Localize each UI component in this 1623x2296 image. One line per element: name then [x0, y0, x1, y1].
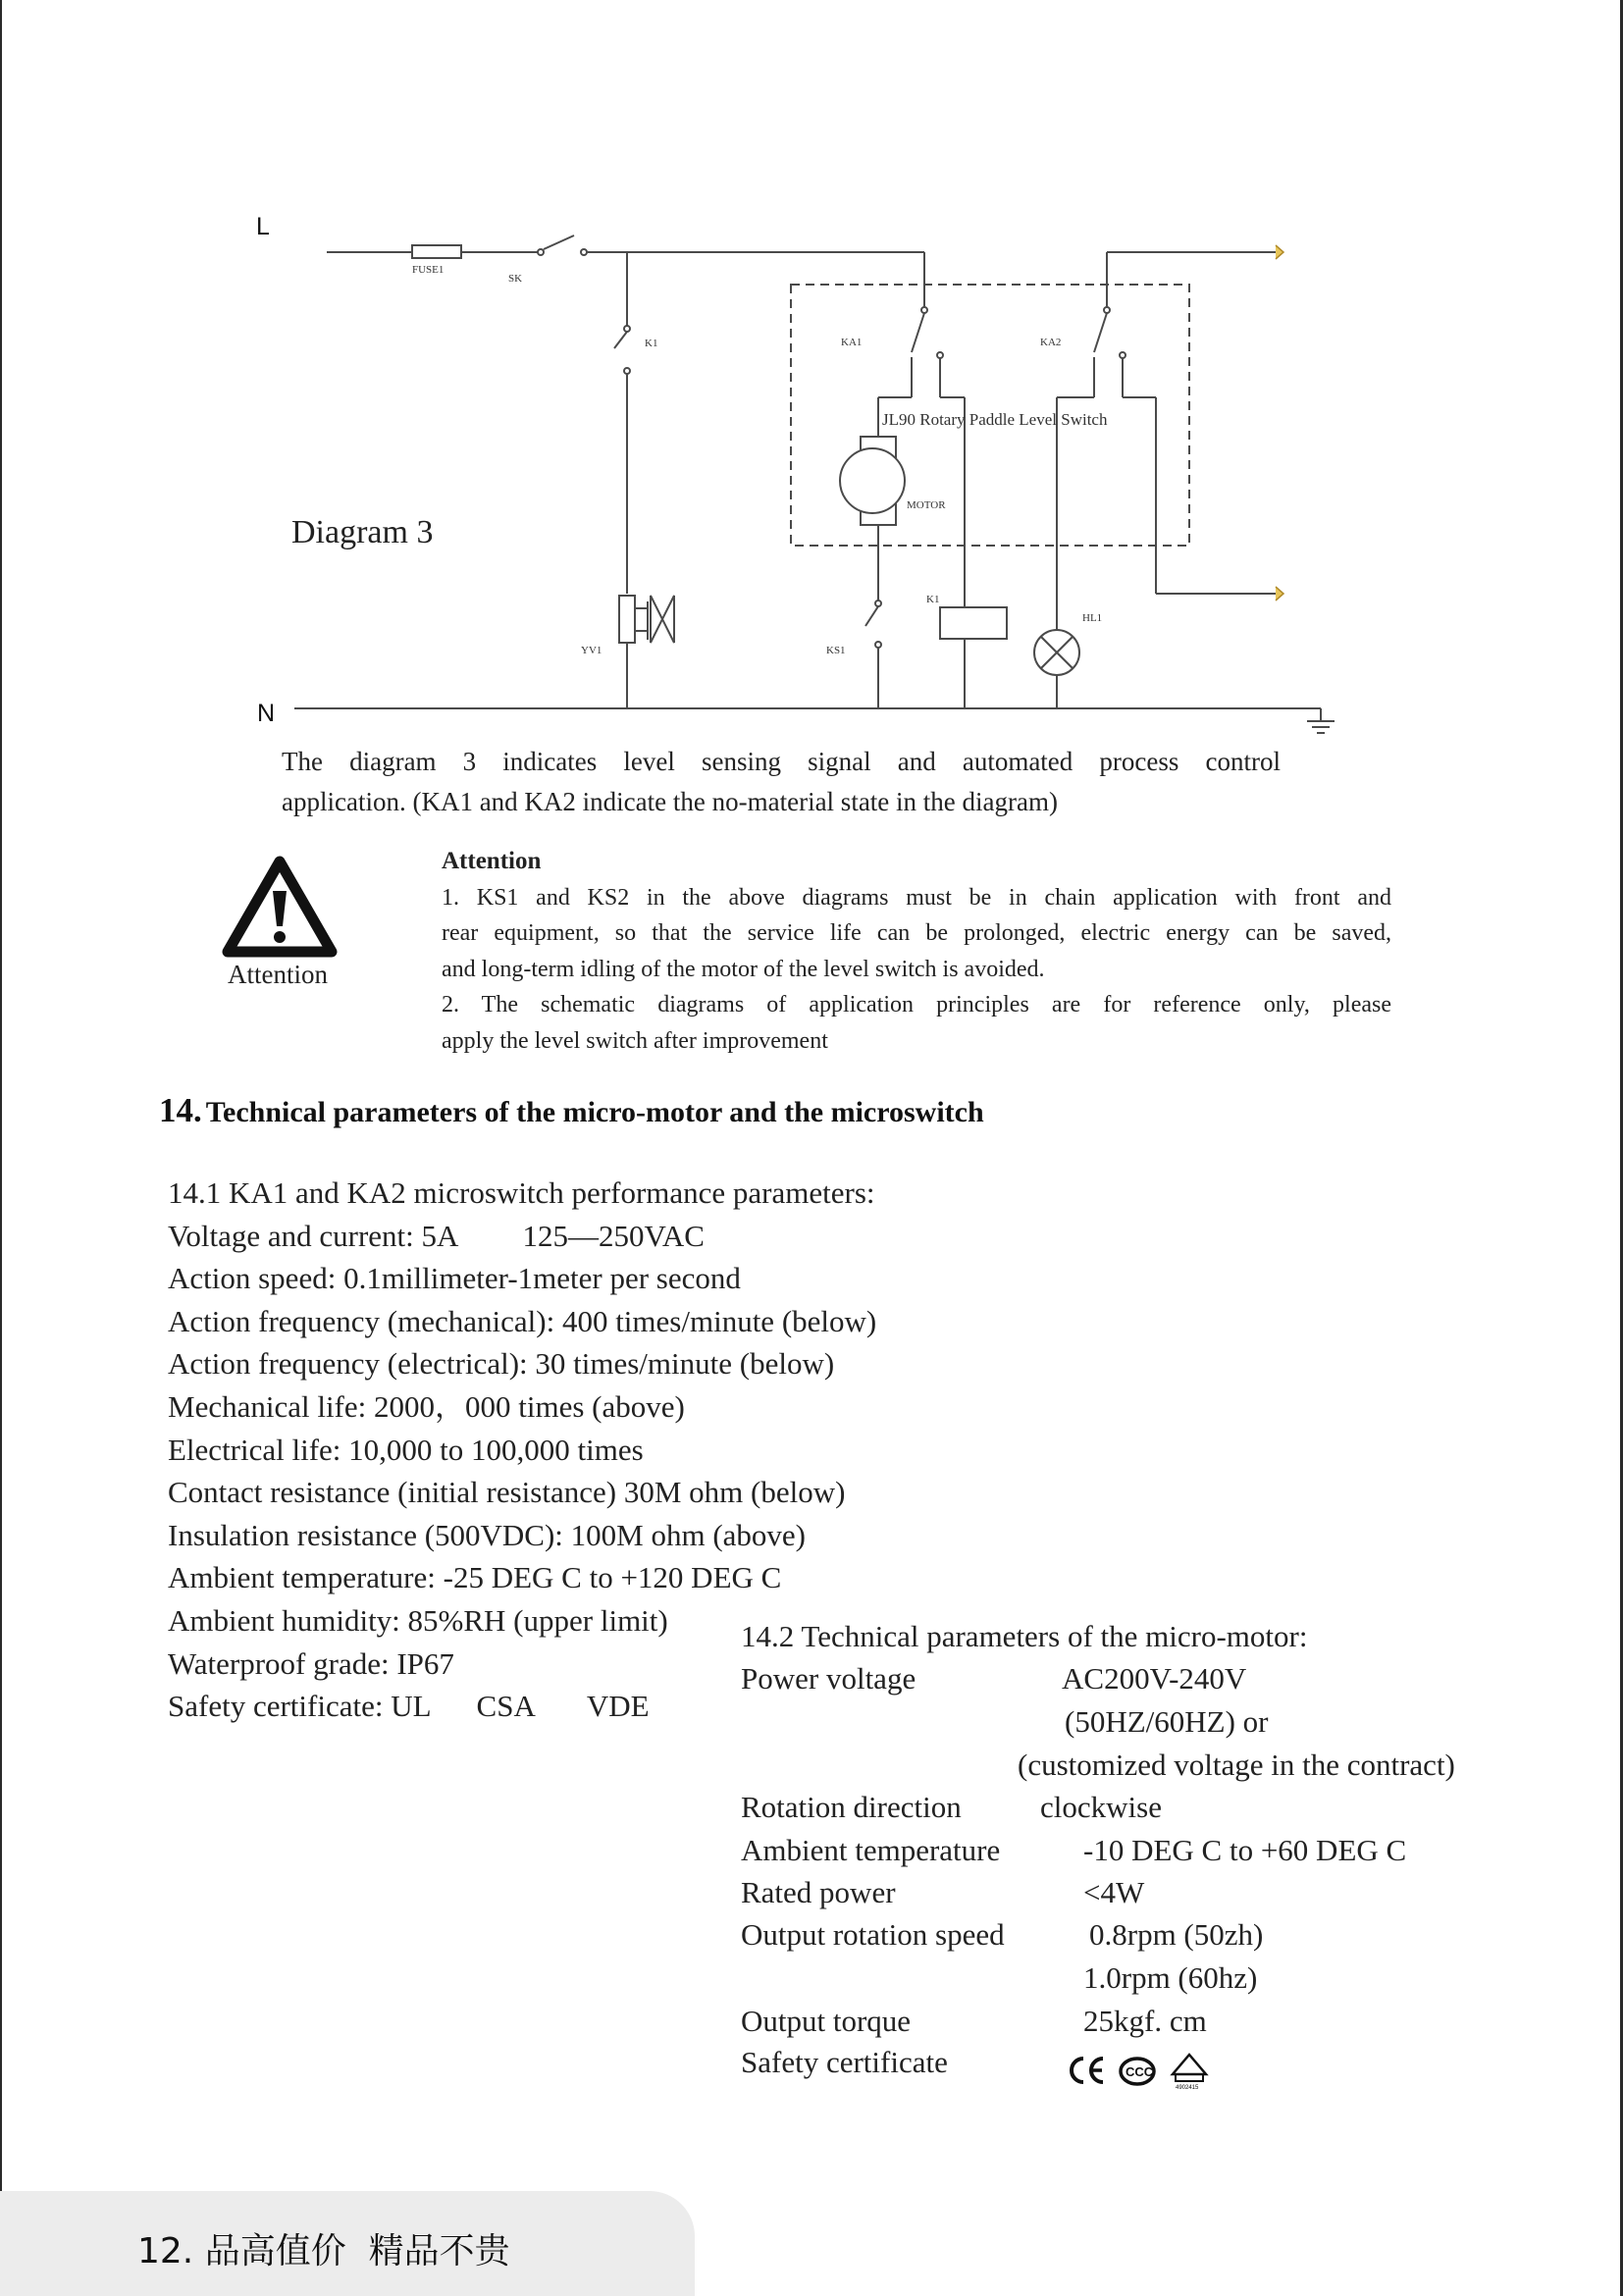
power-voltage-value: AC200V-240V [1062, 1661, 1247, 1696]
description-line-2: application. (KA1 and KA2 indicate the no-material state in the diagram) [282, 787, 1058, 816]
label-motor: MOTOR [907, 499, 946, 511]
warning-icon [222, 856, 338, 958]
torque-label: Output torque [741, 2004, 912, 2038]
label-sk: SK [508, 273, 523, 285]
spec-line: Mechanical life: 2000，000 times (above) [168, 1388, 685, 1424]
diagram-description [282, 742, 1281, 822]
voltage-value: 125—250VAC [522, 1218, 705, 1253]
rotation-value: clockwise [1040, 1790, 1162, 1824]
spec-line: Action frequency (electrical): 30 times/minute (below) [168, 1346, 835, 1382]
safety-cert-label: Safety certificate [741, 2045, 948, 2079]
label-ks1: KS1 [826, 645, 846, 656]
microswitch-title: 14.1 KA1 and KA2 microswitch performance parameters: [168, 1175, 875, 1210]
section-title: Technical parameters of the micro-motor and the microswitch [205, 1096, 984, 1128]
cert-csa: CSA [476, 1689, 536, 1724]
rotation-label: Rotation direction [741, 1790, 962, 1824]
spec-line: Electrical life: 10,000 to 100,000 times [168, 1432, 644, 1467]
label-hl1: HL1 [1082, 612, 1103, 624]
cert-vde: VDE [586, 1689, 650, 1724]
voltage-row [168, 1215, 876, 1258]
label-ka2: KA2 [1040, 337, 1062, 348]
power-voltage-label: Power voltage [741, 1661, 916, 1696]
svg-text:CCC: CCC [1126, 2064, 1154, 2079]
label-k1-contact: K1 [645, 338, 658, 349]
footer-slogan: 品高值价 精品不贵 [204, 2231, 510, 2271]
power-voltage-note: (customized voltage in the contract) [1018, 1748, 1455, 1782]
attention-line: apply the level switch after improvement [442, 1027, 828, 1054]
attention-line: 1. KS1 and KS2 in the above diagrams must be in chain application with front and [442, 884, 1391, 911]
spec-line: Action frequency (mechanical): 400 times/minute (below) [168, 1303, 877, 1338]
torque-value: 25kgf. cm [1083, 2004, 1207, 2038]
spec-line: Waterproof grade: IP67 [168, 1645, 454, 1681]
description-line-1: The diagram 3 indicates level sensing signal and automated process control [282, 747, 1281, 776]
speed-label: Output rotation speed [741, 1917, 1005, 1952]
voltage-label: Voltage and current: 5A [168, 1218, 459, 1253]
ce-mark-icon [1072, 2059, 1103, 2082]
section-number: 14. [159, 1091, 202, 1129]
rated-power-value: <4W [1083, 1875, 1145, 1909]
rated-power-label: Rated power [741, 1875, 896, 1909]
certification-marks [1064, 2051, 1221, 2090]
attention-block [442, 844, 1391, 1059]
rail-n-label: N [257, 700, 276, 727]
speed-value-60hz: 1.0rpm (60hz) [1083, 1960, 1258, 1995]
ambient-label: Ambient temperature [741, 1833, 1001, 1867]
ccc-mark-icon [1121, 2059, 1154, 2084]
attention-line: 2. The schematic diagrams of application principles are for reference only, please [442, 992, 1391, 1018]
ambient-value: -10 DEG C to +60 DEG C [1083, 1833, 1407, 1867]
label-ka1: KA1 [841, 337, 863, 348]
spec-line: Contact resistance (initial resistance) 30M ohm (below) [168, 1475, 846, 1510]
speed-value-50hz: 0.8rpm (50zh) [1089, 1917, 1264, 1952]
spec-line: Insulation resistance (500VDC): 100M ohm (above) [168, 1517, 807, 1552]
cert-number: 4902415 [1176, 2085, 1199, 2090]
attention-heading: Attention [442, 848, 542, 874]
tuv-mark-icon [1173, 2055, 1206, 2090]
label-yv1: YV1 [581, 645, 602, 656]
footer [137, 2223, 510, 2273]
attention-line: and long-term idling of the motor of the level switch is avoided. [442, 956, 1045, 982]
certificate-label: Safety certificate: UL [168, 1689, 432, 1724]
attention-line: rear equipment, so that the service life can be prolonged, electric energy can be saved, [442, 920, 1391, 946]
section-heading [159, 1091, 984, 1130]
warning-caption: Attention [228, 960, 328, 989]
spec-line: Ambient temperature: -25 DEG C to +120 DEG C [168, 1560, 782, 1595]
micromotor-title: 14.2 Technical parameters of the micro-motor: [741, 1619, 1308, 1653]
spec-line: Ambient humidity: 85%RH (upper limit) [168, 1602, 668, 1638]
rail-l-label: L [256, 213, 270, 240]
power-voltage-frequency: (50HZ/60HZ) or [1065, 1704, 1269, 1739]
label-k1-coil: K1 [926, 594, 940, 605]
diagram-title: Diagram 3 [291, 514, 434, 550]
spec-line: Action speed: 0.1millimeter-1meter per second [168, 1261, 741, 1296]
circuit-diagram [0, 0, 1623, 746]
label-level-switch: JL90 Rotary Paddle Level Switch [882, 410, 1108, 429]
label-fuse: FUSE1 [412, 264, 445, 276]
page-number: 12. [137, 2231, 194, 2271]
